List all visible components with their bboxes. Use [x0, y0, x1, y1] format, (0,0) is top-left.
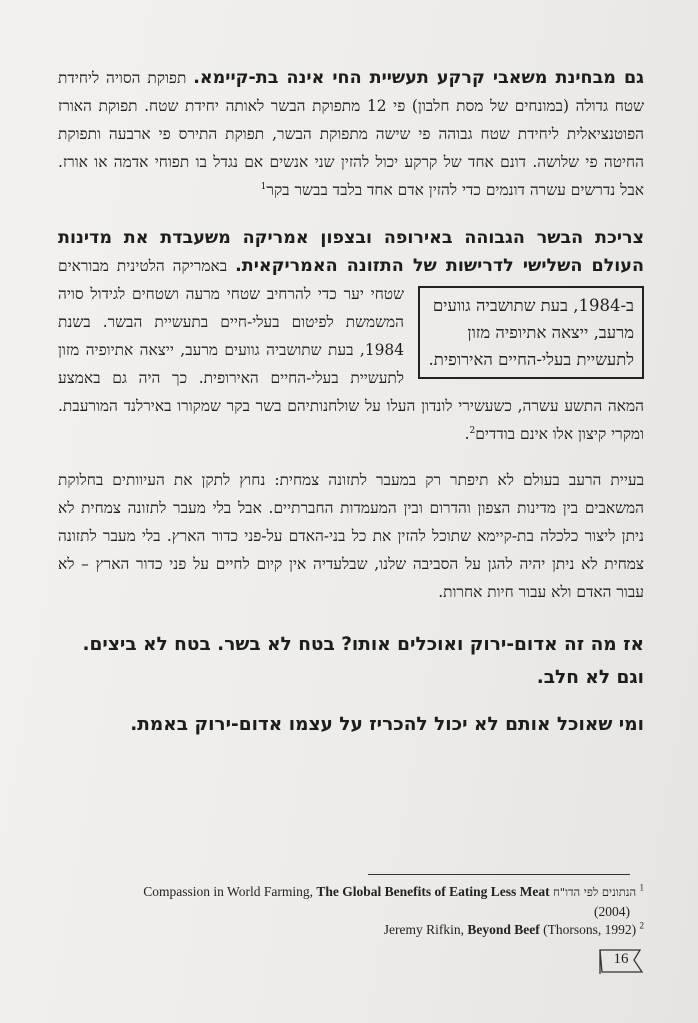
bold-statement-2: ומי שאוכל אותם לא יכול להכריז על עצמו אדום-ירוק באמת.	[130, 714, 644, 735]
footnote-publisher: (Thorsons, 1992)	[543, 922, 637, 937]
footnote-divider	[368, 874, 630, 875]
page-number: 16	[613, 951, 629, 967]
footnote-hebrew-prefix: הנתונים לפי הדו"ח	[552, 885, 637, 899]
paragraph-lead: צריכת הבשר הגבוהה באירופה ובצפון אמריקה משעבדת את מדינות העולם השלישי לדרישות של התזונה האמריקאית.	[58, 228, 644, 276]
footnote-ref: 2	[469, 425, 476, 436]
paragraph-lead: גם מבחינת משאבי קרקע תעשיית החי אינה בת-קיימא.	[193, 68, 644, 88]
paragraph-body: באמריקה הלטינית מבוראים שטחי יער כדי להרחיב שטחי מרעה ושטחים לגידול סויה המשמשת לפיטום בעלי-חיים בתעשיית הבשר. בשנת 1984, בעת שתושביה גוועים מרעב, ייצאה אתיופיה מזון לתעשיית בעלי-החיים האירופית. כך היה גם באמצע המאה התשע עשרה, כשעשירי לונדון העלו על שולחנותיהם בשר בקר שמקורו באירלנד המורעבת. ומקרי קיצון אלו אינם בודדים	[58, 257, 644, 443]
footnote-ref: 1	[260, 181, 267, 192]
paragraph-hunger: בעיית הרעב בעולם לא תיפתר רק במעבר לתזונה צמחית: נחוץ לתקן את העיוותים בחלוקת המשאבים בין מדינות הצפון והדרום ובין המעמדות החברתיים. אבל בלי מעבר לתזונה צמחית לא ניתן ליצור כלכלה בת-קיימא שתוכל להזין את כל בני-האדם על-פני כדור הארץ. בלי מעבר לתזונה צמחית לא ניתן יהיה להגן על הסביבה שלנו, שבלעדיה אין קיום לחיים על פני כדור הארץ – לא עבור האדם ולא עבור חיות אחרות.	[58, 471, 644, 601]
footnote-title: Beyond Beef	[467, 922, 540, 937]
text-column	[58, 64, 644, 741]
footnote-marker: 2	[639, 920, 644, 931]
paragraph-meat-consumption: צריכת הבשר הגבוהה באירופה ובצפון אמריקה משעבדת את מדינות העולם השלישי לדרישות של התזונה האמריקאית. ב-1984, בעת שתושביה גוועים מרעב, ייצאה אתיופיה מזון לתעשיית בעלי-החיים האירופית. באמריקה הלטינית מבוראים שטחי יער כדי להרחיב שטחי מרעה ושטחים לגידול סויה המשמשת לפיטום בעלי-חיים בתעשיית הבשר. בשנת 1984, בעת שתושביה גוועים מרעב, ייצאה אתיופיה מזון לתעשיית בעלי-החיים האירופית. כך היה גם באמצע המאה התשע עשרה, כשעשירי לונדון העלו על שולחנותיהם בשר בקר שמקורו באירלנד המורעבת. ומקרי קיצון אלו אינם בודדים$^2$.	[58, 228, 644, 443]
footnote-1-year: (2004)	[594, 904, 630, 919]
footnote-author: Jeremy Rifkin,	[383, 922, 464, 937]
page-number-badge	[596, 946, 648, 976]
footnote-marker: 1	[639, 882, 644, 893]
paragraph-land-resources	[58, 64, 644, 204]
footnote-title: The Global Benefits of Eating Less Meat	[316, 884, 550, 899]
pull-quote-box: ב-1984, בעת שתושביה גוועים מרעב, ייצאה אתיופיה מזון לתעשיית בעלי-החיים האירופית.	[418, 286, 644, 379]
footnote-2	[384, 922, 644, 938]
footnote-1	[143, 884, 644, 900]
paragraph-body: תפוקת הסויה ליחידת שטח גדולה (במונחים של מסת חלבון) פי 12 מתפוקת הבשר לאותה יחידת שטח. תפוקת האורז הפוטנציאלית ליחידת שטח גבוהה פי שישה מתפוקת הבשר, תפוקת התירס פי ארבעה ותפוקת החיטה פי שלושה. דונם אחד של קרקע יכול להזין שני אנשים אם נגדל בו תפוחי אדמה או אורז. אבל נדרשים עשרה דונמים כדי להזין אדם אחד בלבד בבשר בקר	[58, 69, 644, 199]
footnote-org: Compassion in World Farming,	[143, 884, 313, 899]
bold-statement-1: אז מה זה אדום-ירוק ואוכלים אותו? בטח לא בשר. בטח לא ביצים. וגם לא חלב.	[82, 634, 644, 688]
